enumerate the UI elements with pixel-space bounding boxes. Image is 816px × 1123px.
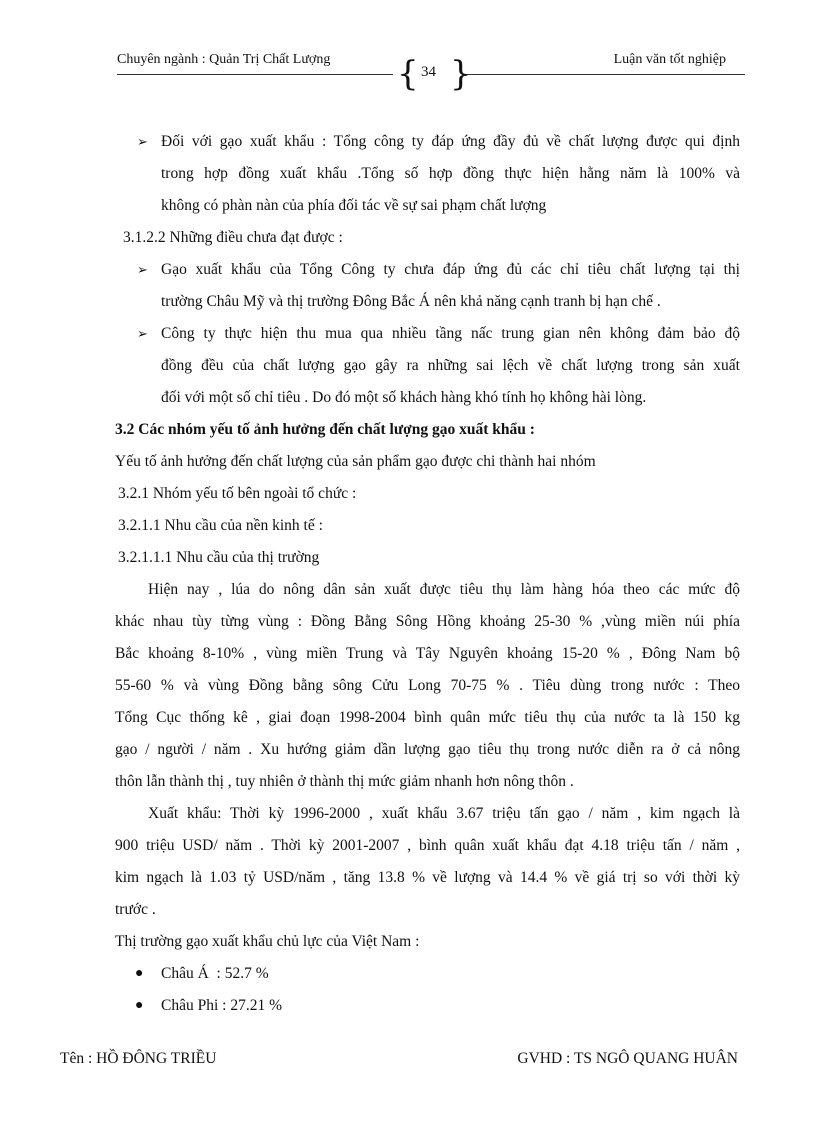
text-line [115,350,740,382]
header-specialization: Chuyên ngành : Quản Trị Chất Lượng [117,52,331,67]
body-text: trong hợp đồng xuất khẩu .Tổng số hợp đồng thực hiện hằng năm là 100% và [161,165,740,182]
body-text: đối với một số chỉ tiêu . Do đó một số khách hàng khó tính họ không hài lòng. [161,389,647,406]
heading-text: 3.2.1.1 Nhu cầu của nền kinh tế : [118,517,323,534]
body-text: Hiện nay , lúa do nông dân sản xuất được tiêu thụ làm hàng hóa theo các mức độ [148,581,740,598]
text-line [115,894,740,926]
body-text: gạo / người / năm . Xu hướng giảm dần lượng gạo tiêu thụ trong nước diễn ra ở cả nông [115,741,740,758]
body-text: Công ty thực hiện thu mua qua nhiều tầng nấc trung gian nên không đảm bảo độ [161,325,740,342]
text-line [115,670,740,702]
heading-text: 3.1.2.2 Những điều chưa đạt được : [123,229,343,246]
bullet-line [115,254,740,286]
bullet-line [115,958,740,990]
section-heading-32111 [115,542,740,574]
text-line [115,286,740,318]
body-text: đồng đều của chất lượng gạo gây ra những sai lệch về chất lượng trong sản xuất [161,357,740,374]
text-line [115,446,740,478]
body-text: Thị trường gạo xuất khẩu chủ lực của Việt Nam : [115,933,420,950]
text-line [115,798,740,830]
text-line [115,862,740,894]
body-text: Tổng Cục thống kê , giai đoạn 1998-2004 bình quân mức tiêu thụ của nước ta là 150 kg [115,709,740,726]
text-line [115,638,740,670]
header-rule-right [462,74,745,75]
body-text: khác nhau tùy từng vùng : Đồng Bằng Sông Hồng khoảng 25-30 % ,vùng miền núi phía [115,613,740,630]
footer-advisor: GVHD : TS NGÔ QUANG HUÂN [517,1050,738,1067]
header-thesis-type: Luận văn tốt nghiệp [613,52,726,67]
arrow-bullet-icon: ➢ [137,326,148,341]
body-text: Xuất khẩu: Thời kỳ 1996-2000 , xuất khẩu 3.67 triệu tấn gạo / năm , kim ngạch là [148,805,740,822]
text-line [115,606,740,638]
body-text: trường Châu Mỹ và thị trường Đông Bắc Á nên khả năng cạnh tranh bị hạn chế . [161,293,661,310]
dot-bullet-icon: ● [135,998,144,1013]
text-line [115,702,740,734]
document-body [115,126,740,1022]
body-text: Gạo xuất khẩu của Tổng Công ty chưa đáp ứng đủ các chỉ tiêu chất lượng tại thị [161,261,740,278]
dot-bullet-icon: ● [135,966,144,981]
text-line [115,926,740,958]
body-text: trước . [115,901,156,918]
body-text: Châu Phi : 27.21 % [161,997,282,1014]
body-text: Đối với gạo xuất khẩu : Tổng công ty đáp ứng đầy đủ về chất lượng được qui định [161,133,740,150]
text-line [115,190,740,222]
body-text: Bắc khoảng 8-10% , vùng miền Trung và Tây Nguyên khoảng 15-20 % , Đông Nam bộ [115,645,740,662]
section-heading-32 [115,414,740,446]
text-line [115,158,740,190]
page-header [0,0,816,100]
bullet-line [115,318,740,350]
section-heading-3211 [115,510,740,542]
brace-close-icon: } [450,54,472,94]
body-text: Yếu tố ảnh hưởng đến chất lượng của sản phẩm gạo được chi thành hai nhóm [115,453,596,470]
body-text: 900 triệu USD/ năm . Thời kỳ 2001-2007 , bình quân xuất khẩu đạt 4.18 triệu tấn / năm , [115,837,740,854]
text-line [115,574,740,606]
section-heading-3122 [115,222,740,254]
heading-text: 3.2 Các nhóm yếu tố ảnh hưởng đến chất lượng gạo xuất khẩu : [115,421,535,438]
heading-text: 3.2.1 Nhóm yếu tố bên ngoài tổ chức : [118,485,357,502]
footer-author: Tên : HỒ ĐÔNG TRIỀU [60,1050,217,1067]
body-text: thôn lẫn thành thị , tuy nhiên ở thành thị mức giảm nhanh hơn nông thôn . [115,773,574,790]
arrow-bullet-icon: ➢ [137,262,148,277]
bullet-line [115,126,740,158]
body-text: kim ngạch là 1.03 tỷ USD/năm , tăng 13.8 % về lượng và 14.4 % về giá trị so với thời kỳ [115,869,740,886]
heading-text: 3.2.1.1.1 Nhu cầu của thị trường [118,549,320,566]
brace-open-icon: { [397,54,419,94]
header-rule-left [117,74,393,75]
body-text: 55-60 % và vùng Đồng bằng sông Cửu Long 70-75 % . Tiêu dùng trong nước : Theo [115,677,740,694]
body-text: Châu Á : 52.7 % [161,965,269,982]
arrow-bullet-icon: ➢ [137,134,148,149]
section-heading-321 [115,478,740,510]
page-number: 34 [421,64,436,80]
body-text: không có phàn nàn của phía đối tác về sự sai phạm chất lượng [161,197,547,214]
text-line [115,766,740,798]
text-line [115,734,740,766]
text-line [115,830,740,862]
text-line [115,382,740,414]
bullet-line [115,990,740,1022]
